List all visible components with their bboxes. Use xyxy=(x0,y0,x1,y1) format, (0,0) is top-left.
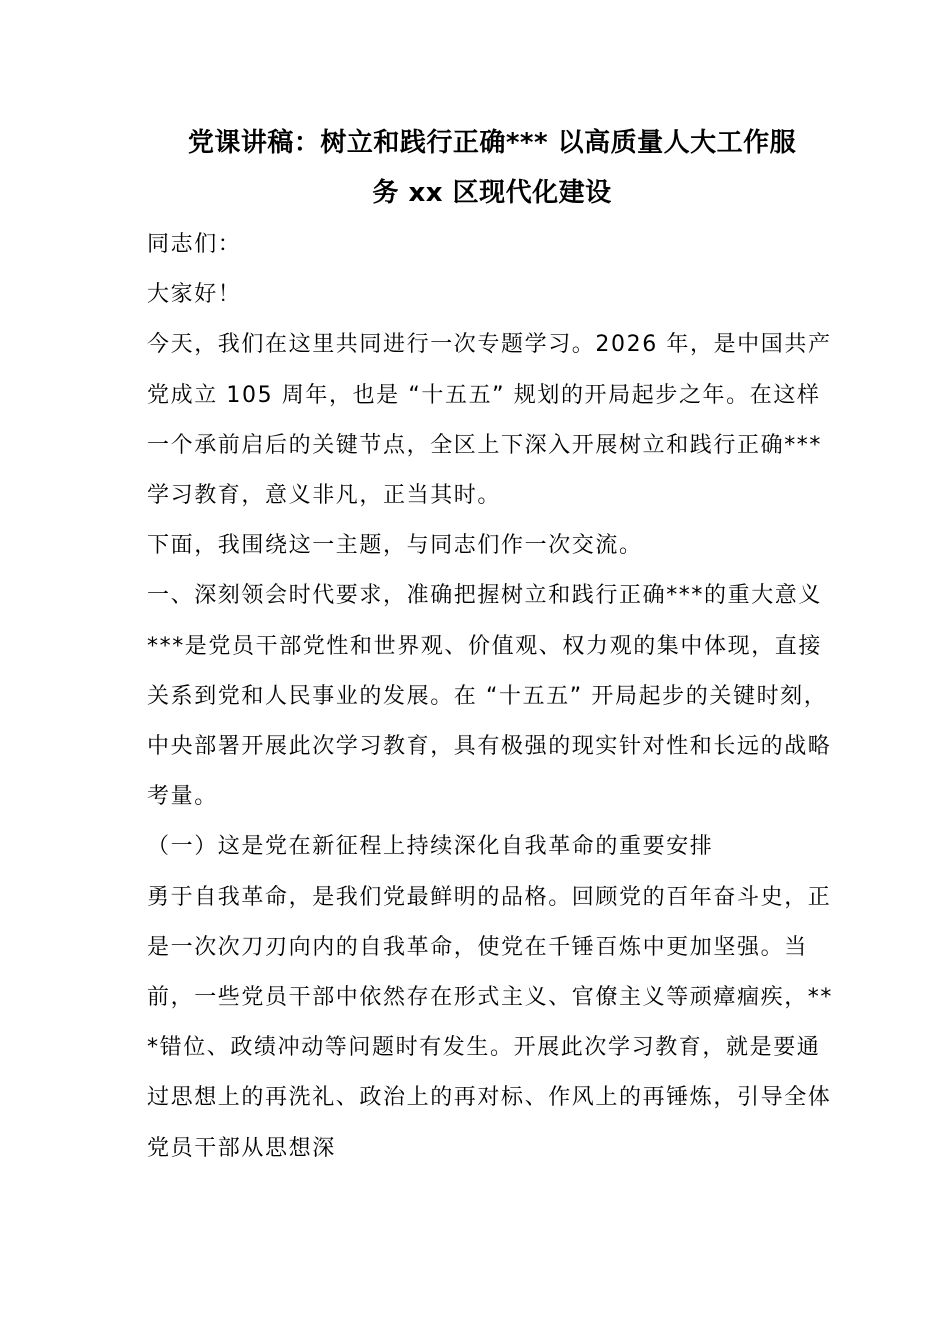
title-line-1: 党课讲稿：树立和践行正确*** 以高质量人大工作服 xyxy=(187,128,797,158)
section-heading-1: 一、深刻领会时代要求，准确把握树立和践行正确***的重大意义 xyxy=(147,583,823,609)
document-title xyxy=(147,118,837,218)
paragraph-section-1: ***是党员干部党性和世界观、价值观、权力观的集中体现，直接关系到党和人民事业的发展。在 “十五五” 开局起步的关键时刻，中央部署开展此次学习教育，具有极强的现实针对性和长远的战略考量。 xyxy=(147,633,832,810)
document-body xyxy=(147,118,837,1174)
paragraph-transition: 下面，我围绕这一主题，与同志们作一次交流。 xyxy=(147,533,643,559)
paragraph-intro: 今天，我们在这里共同进行一次专题学习。2026 年，是中国共产党成立 105 周年，也是 “十五五” 规划的开局起步之年。在这样一个承前启后的关键节点，全区上下深入开展树立和践行正确***学习教育，意义非凡，正当其时。 xyxy=(147,332,832,509)
paragraph-subsection-1: 勇于自我革命，是我们党最鲜明的品格。回顾党的百年奋斗史，正是一次次刀刃向内的自我革命，使党在千锤百炼中更加坚强。当前，一些党员干部中依然存在形式主义、官僚主义等顽瘴痼疾，***错位、政绩冲动等问题时有发生。开展此次学习教育，就是要通过思想上的再洗礼、政治上的再对标、作风上的再锤炼，引导全体党员干部从思想深 xyxy=(147,884,834,1161)
salutation: 同志们： xyxy=(147,232,242,257)
subsection-heading-1: （一）这是党在新征程上持续深化自我革命的重要安排 xyxy=(147,834,714,860)
greeting: 大家好！ xyxy=(147,282,242,308)
title-line-2: 务 xx 区现代化建设 xyxy=(372,178,612,208)
